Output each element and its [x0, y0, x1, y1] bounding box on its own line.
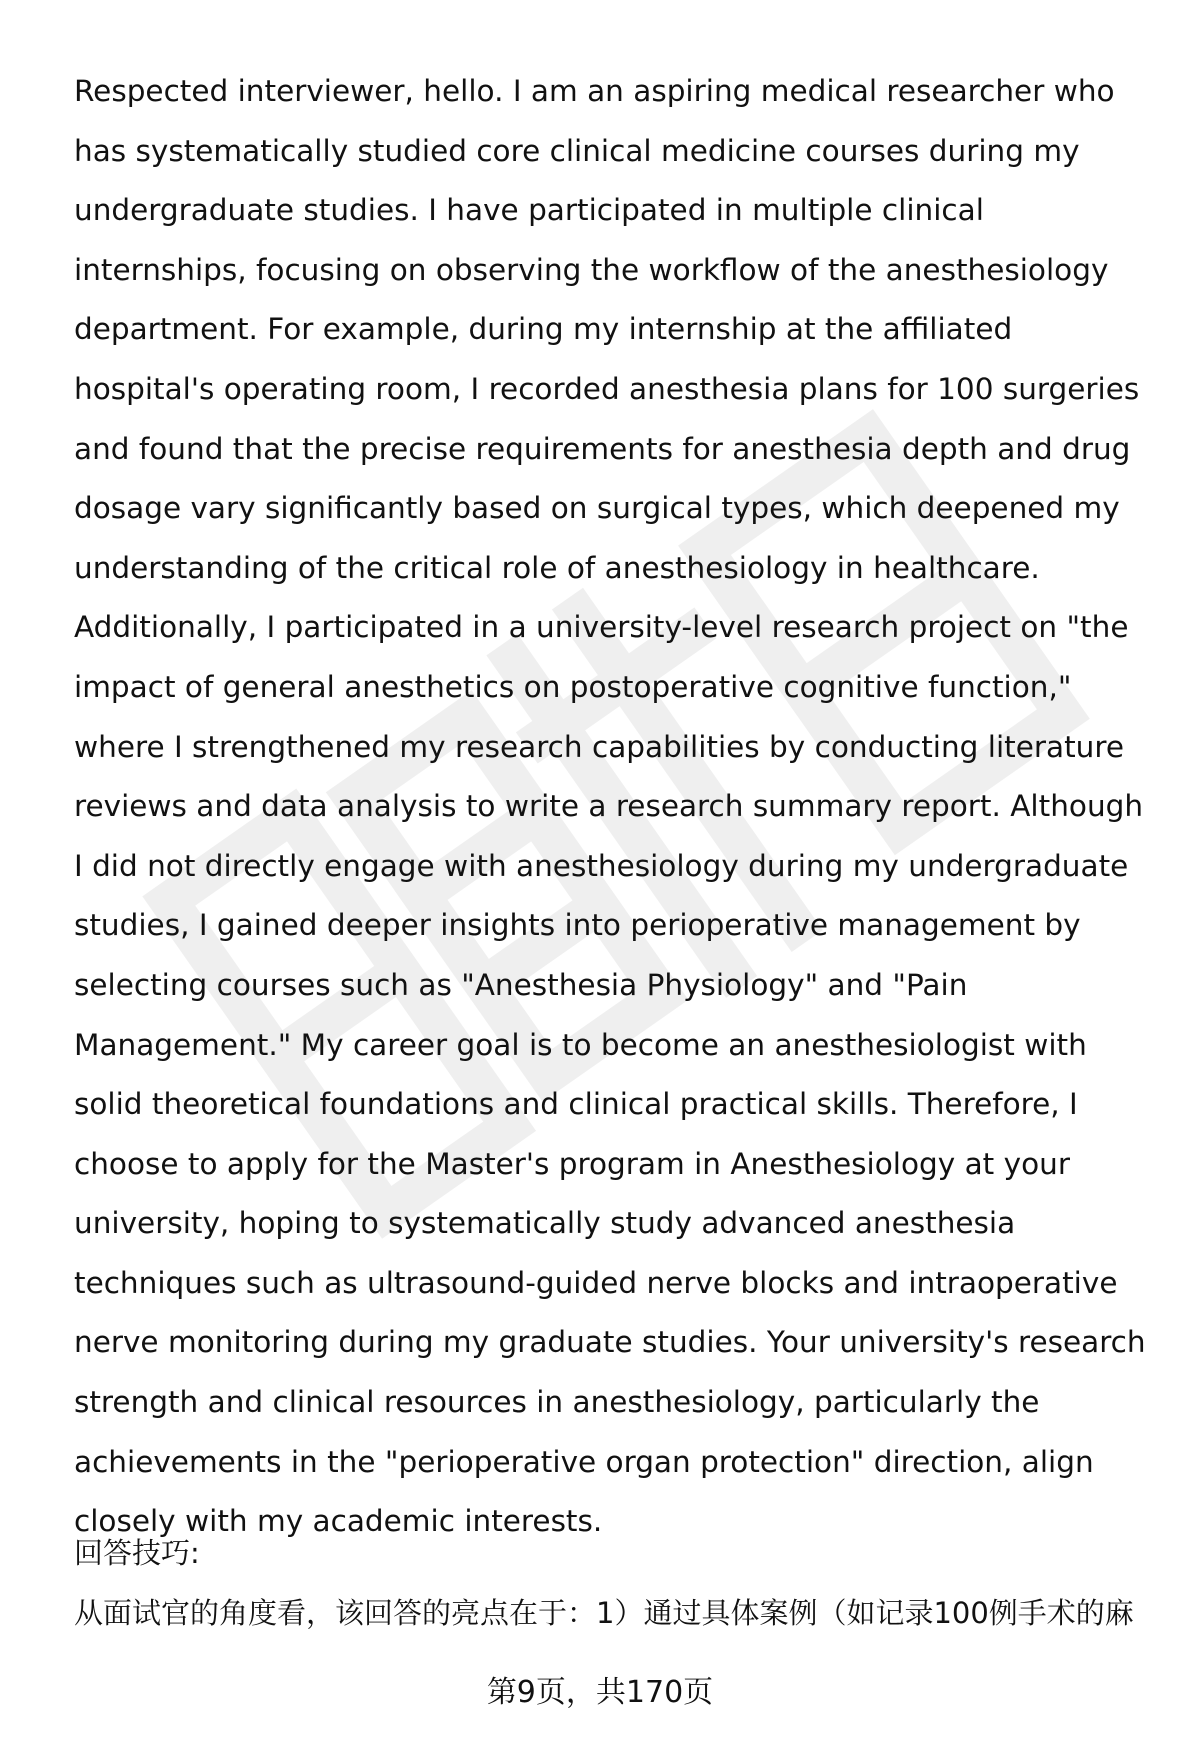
tips-heading: 回答技巧: — [74, 1536, 200, 1570]
answer-paragraph: Respected interviewer, hello. I am an aspiring medical researcher who has systematically studied core clinical medicine courses during my undergraduate studies. I have participated in multiple clinical internships, focusing on observing the workflow of the anesthesiology department. For example, during my internship at the affiliated hospital's operating room, I recorded anesthesia plans for 100 surgeries and found that the precise requirements for anesthesia depth and drug dosage vary significantly based on surgical types, which deepened my understanding of the critical role of anesthesiology in healthcare. Additionally, I participated in a university-level research project on "the impact of general anesthetics on postoperative cognitive function," where I strengthened my research capabilities by conducting literature reviews and data analysis to write a research summary report. Although I did not directly engage with anesthesiology during my undergraduate studies, I gained deeper insights into perioperative management by selecting courses such as "Anesthesia Physiology" and "Pain Management." My career goal is to become an anesthesiologist with solid theoretical foundations and clinical practical skills. Therefore, I choose to apply for the Master's program in Anesthesiology at your university, hoping to systematically study advanced anesthesia techniques such as ultrasound-guided nerve blocks and intraoperative nerve monitoring during my graduate studies. Your university's research strength and clinical resources in anesthesiology, particularly the achievements in the "perioperative organ protection" direction, align closely with my academic interests. — [74, 74, 1146, 1539]
page-number: 第9页，共170页 — [486, 1675, 714, 1710]
tips-text: 从面试官的角度看，该回答的亮点在于：1）通过具体案例（如记录100例手术的麻 — [74, 1596, 1134, 1630]
